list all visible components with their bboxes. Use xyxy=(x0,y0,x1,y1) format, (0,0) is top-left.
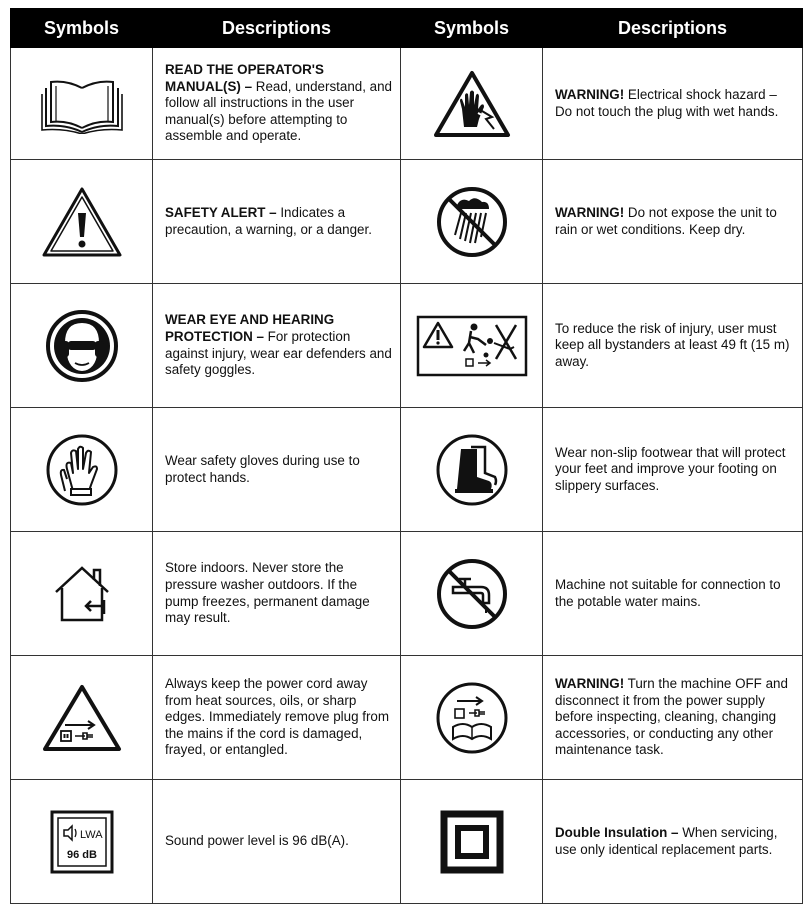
description-cell xyxy=(153,48,401,160)
symbol-cell xyxy=(401,532,543,656)
header-descriptions-left: Descriptions xyxy=(153,9,401,48)
description-cell xyxy=(543,160,803,284)
description-text: Electrical shock hazard – Do not touch the plug with wet hands. xyxy=(555,86,779,119)
description-text: To reduce the risk of injury, user must keep all bystanders at least 49 ft (15 m) away. xyxy=(555,320,790,369)
description-cell xyxy=(153,780,401,904)
book-icon xyxy=(37,74,127,134)
description-bold: Double Insulation – xyxy=(555,824,679,840)
boots-icon xyxy=(435,433,509,507)
disconnect-power-icon xyxy=(435,681,509,755)
symbol-cell xyxy=(401,48,543,160)
description-text: For protection against injury, wear ear defenders and safety goggles. xyxy=(165,328,392,378)
gloves-icon xyxy=(45,433,119,507)
symbol-cell xyxy=(11,656,153,780)
table-row xyxy=(11,284,803,408)
header-descriptions-right: Descriptions xyxy=(543,9,803,48)
symbol-cell xyxy=(11,48,153,160)
description-cell xyxy=(153,408,401,532)
header-symbols-left: Symbols xyxy=(11,9,153,48)
table-row xyxy=(11,780,803,904)
description-text: Turn the machine OFF and disconnect it from the power supply before inspecting, cleaning, changing accessories, or conducting any other maintenance task. xyxy=(555,676,788,758)
description-text: Do not expose the unit to rain or wet conditions. Keep dry. xyxy=(555,204,777,237)
safety-alert-icon xyxy=(40,185,124,259)
table-row xyxy=(11,532,803,656)
sound-db-label: 96 dB xyxy=(66,848,97,861)
description-bold: READ THE OPERATOR'S MANUAL(S) – xyxy=(165,62,324,94)
symbol-cell xyxy=(11,408,153,532)
description-cell xyxy=(153,532,401,656)
description-text: When servicing, use only identical replacement parts. xyxy=(555,824,778,857)
eye-ear-protection-icon xyxy=(45,309,119,383)
description-text: Wear safety gloves during use to protect hands. xyxy=(165,452,360,485)
symbol-cell xyxy=(401,656,543,780)
store-indoors-icon xyxy=(50,562,114,626)
description-text: Sound power level is 96 dB(A). xyxy=(165,833,349,849)
header-row xyxy=(11,9,803,48)
description-bold: WARNING! xyxy=(555,86,625,102)
description-cell xyxy=(153,160,401,284)
symbol-cell xyxy=(11,160,153,284)
symbol-cell xyxy=(401,160,543,284)
sound-power-icon xyxy=(50,810,114,874)
description-cell xyxy=(153,284,401,408)
symbol-cell xyxy=(11,284,153,408)
symbol-cell xyxy=(401,780,543,904)
table-row xyxy=(11,160,803,284)
description-text: Store indoors. Never store the pressure washer outdoors. If the pump freezes, permanent damage may result. xyxy=(165,560,370,626)
symbol-cell xyxy=(11,780,153,904)
description-text: Machine not suitable for connection to the potable water mains. xyxy=(555,576,781,609)
description-cell xyxy=(543,656,803,780)
description-bold: SAFETY ALERT – xyxy=(165,204,277,220)
power-cord-hazard-icon xyxy=(41,683,123,753)
description-text: Read, understand, and follow all instructions in the user manual(s) before attempting to assemble and operate. xyxy=(165,78,393,144)
header-symbols-right: Symbols xyxy=(401,9,543,48)
symbols-table xyxy=(10,8,803,904)
description-bold: WARNING! xyxy=(555,204,625,220)
description-cell xyxy=(543,780,803,904)
description-cell xyxy=(543,48,803,160)
table-row xyxy=(11,48,803,160)
keep-bystanders-away-icon xyxy=(416,315,528,377)
symbol-cell xyxy=(11,532,153,656)
description-cell xyxy=(543,284,803,408)
description-cell xyxy=(543,408,803,532)
description-text: Wear non-slip footwear that will protect your feet and improve your footing on slippery surfaces. xyxy=(555,444,786,493)
description-bold: WEAR EYE AND HEARING PROTECTION – xyxy=(165,312,335,344)
double-insulation-icon xyxy=(440,810,504,874)
description-text: Always keep the power cord away from heat sources, oils, or sharp edges. Immediately remove plug from the mains if the cord is damaged, frayed, or entangled. xyxy=(165,676,390,758)
sound-lwa-label: LWA xyxy=(79,828,103,841)
description-text: Indicates a precaution, a warning, or a danger. xyxy=(165,204,372,237)
description-bold: WARNING! xyxy=(555,676,625,692)
symbol-cell xyxy=(401,284,543,408)
description-cell xyxy=(543,532,803,656)
symbol-cell xyxy=(401,408,543,532)
description-cell xyxy=(153,656,401,780)
no-rain-icon xyxy=(435,185,509,259)
no-potable-water-icon xyxy=(435,557,509,631)
electric-shock-icon xyxy=(432,69,512,139)
table-row xyxy=(11,656,803,780)
table-row xyxy=(11,408,803,532)
